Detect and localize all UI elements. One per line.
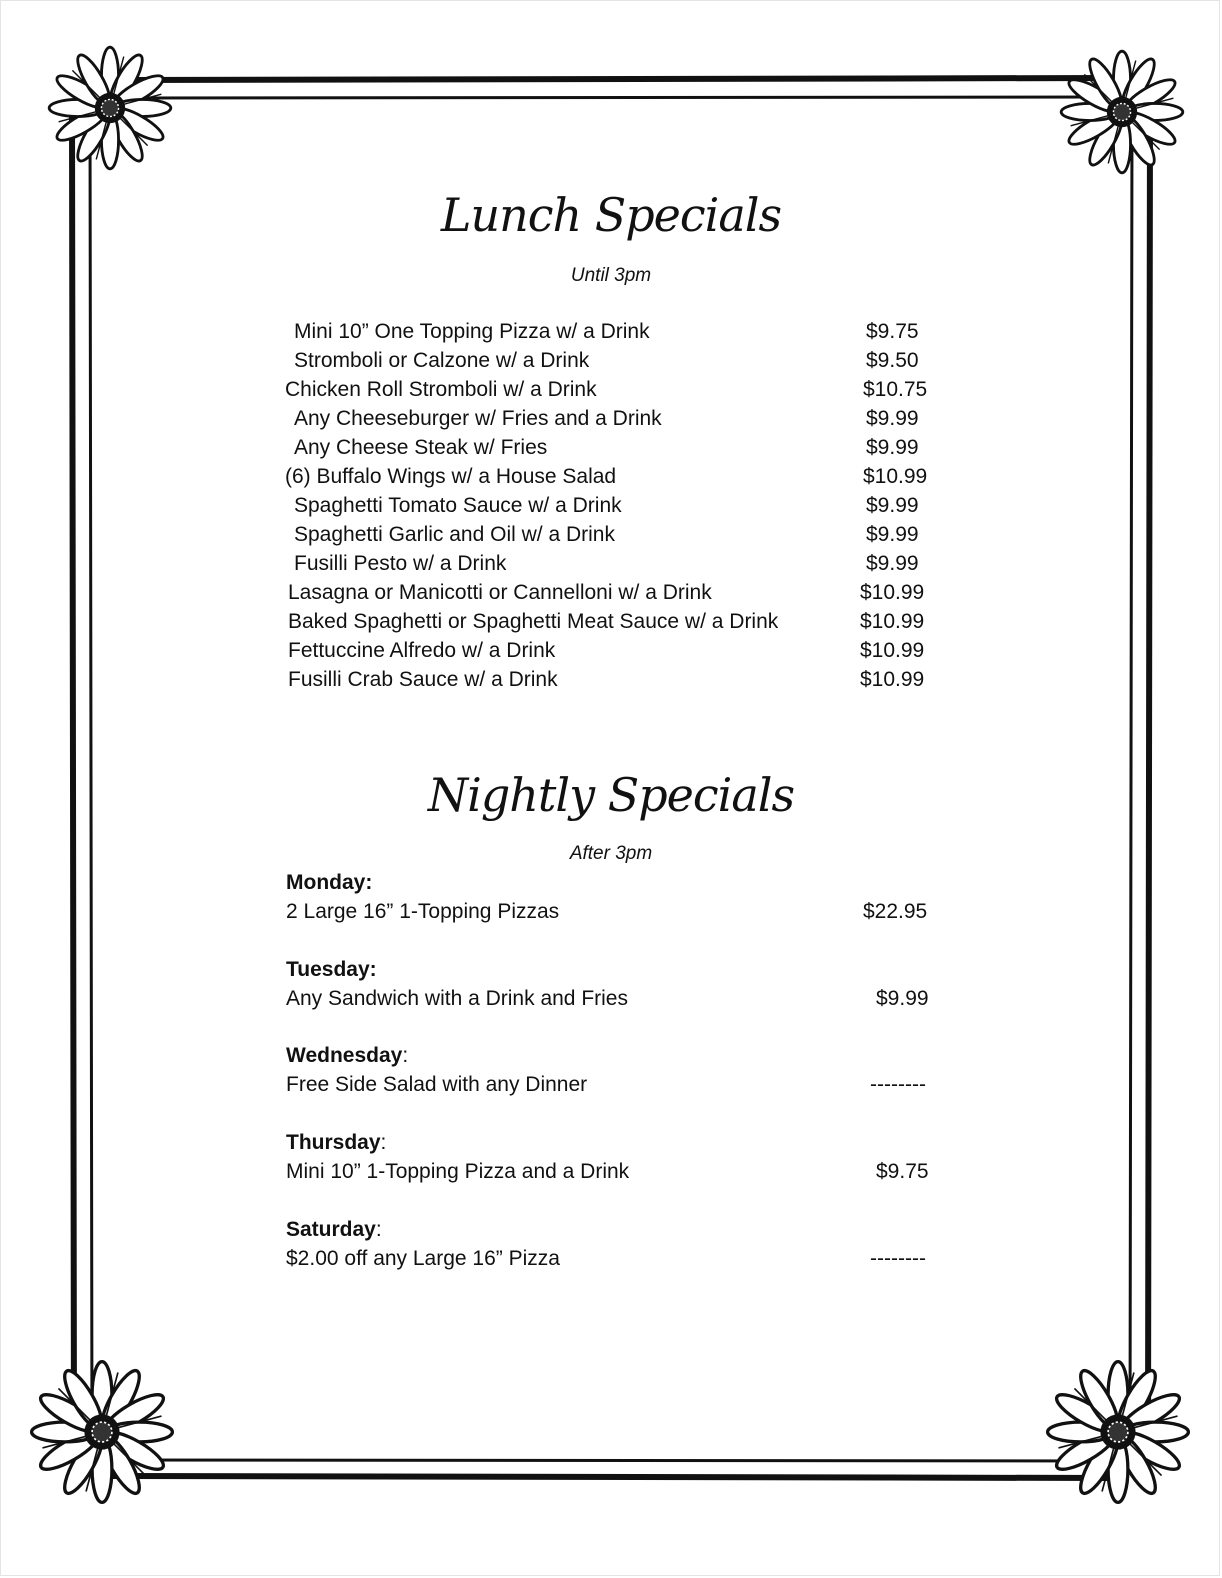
day-label [286, 1128, 386, 1157]
list-item [0, 375, 1222, 404]
list-item [0, 549, 1222, 578]
list-item [0, 897, 1222, 926]
day-colon: : [402, 1044, 409, 1067]
day-name: Monday [286, 871, 366, 894]
item-name: Chicken Roll Stromboli w/ a Drink [285, 378, 597, 401]
list-item [0, 1157, 1222, 1186]
list-item [0, 1070, 1222, 1099]
item-name: Spaghetti Garlic and Oil w/ a Drink [294, 523, 615, 546]
day-colon: : [369, 958, 377, 981]
nightly-specials-subtitle: After 3pm [569, 843, 653, 864]
list-item [0, 491, 1222, 520]
list-item [0, 462, 1222, 491]
daisy-flower-icon [32, 1362, 173, 1503]
item-name: Stromboli or Calzone w/ a Drink [294, 349, 590, 372]
item-price: $9.75 [866, 320, 919, 343]
day-name: Wednesday [286, 1044, 403, 1067]
deal-price: -------- [870, 1247, 926, 1270]
list-item [0, 636, 1222, 665]
item-price: $9.99 [866, 436, 919, 459]
nightly-specials-title: Nightly Specials [427, 768, 795, 822]
list-item [0, 578, 1222, 607]
day-colon: : [375, 1218, 382, 1241]
list-item [0, 433, 1222, 462]
day-colon: : [380, 1131, 387, 1154]
list-item [0, 317, 1222, 346]
item-price: $10.75 [863, 378, 928, 401]
item-name: Fettuccine Alfredo w/ a Drink [288, 639, 556, 662]
day-label [286, 1215, 382, 1244]
lunch-specials-title: Lunch Specials [440, 188, 782, 242]
item-name: Any Cheese Steak w/ Fries [294, 436, 548, 459]
deal-price: $9.99 [876, 987, 929, 1010]
item-name: Mini 10” One Topping Pizza w/ a Drink [294, 320, 650, 343]
item-price: $10.99 [860, 610, 925, 633]
item-price: $10.99 [860, 668, 925, 691]
deal-price: $9.75 [876, 1160, 929, 1183]
item-price: $10.99 [863, 465, 928, 488]
deal-text: 2 Large 16” 1-Topping Pizzas [286, 900, 560, 923]
list-item [0, 607, 1222, 636]
day-name: Tuesday [286, 958, 370, 981]
daisy-flower-icon [1061, 51, 1183, 173]
day-label [286, 1041, 408, 1070]
daisy-flower-icon [49, 47, 171, 169]
day-label [286, 868, 372, 897]
item-price: $9.99 [866, 523, 919, 546]
list-item [0, 520, 1222, 549]
list-item [0, 984, 1222, 1013]
item-name: Spaghetti Tomato Sauce w/ a Drink [294, 494, 622, 517]
item-price: $9.99 [866, 407, 919, 430]
list-item [0, 404, 1222, 433]
item-name: Lasagna or Manicotti or Cannelloni w/ a Drink [288, 581, 712, 604]
deal-text: Mini 10” 1-Topping Pizza and a Drink [286, 1160, 630, 1183]
list-item [0, 346, 1222, 375]
item-name: (6) Buffalo Wings w/ a House Salad [285, 465, 617, 488]
day-name: Thursday [286, 1131, 381, 1154]
deal-price: -------- [870, 1073, 926, 1096]
item-name: Fusilli Pesto w/ a Drink [294, 552, 507, 575]
deal-text: Free Side Salad with any Dinner [286, 1073, 588, 1096]
item-price: $9.99 [866, 552, 919, 575]
list-item [0, 1244, 1222, 1273]
day-colon: : [365, 871, 373, 894]
daisy-flower-icon [1048, 1362, 1189, 1503]
day-name: Saturday [286, 1218, 376, 1241]
lunch-specials-subtitle: Until 3pm [570, 265, 652, 286]
item-name: Baked Spaghetti or Spaghetti Meat Sauce w/ a Drink [288, 610, 779, 633]
item-price: $9.99 [866, 494, 919, 517]
item-price: $10.99 [860, 581, 925, 604]
deal-price: $22.95 [863, 900, 928, 923]
item-price: $9.50 [866, 349, 919, 372]
deal-text: Any Sandwich with a Drink and Fries [286, 987, 628, 1010]
list-item [0, 665, 1222, 694]
item-name: Fusilli Crab Sauce w/ a Drink [288, 668, 558, 691]
item-price: $10.99 [860, 639, 925, 662]
day-label [286, 955, 377, 984]
deal-text: $2.00 off any Large 16” Pizza [286, 1247, 560, 1270]
item-name: Any Cheeseburger w/ Fries and a Drink [294, 407, 662, 430]
